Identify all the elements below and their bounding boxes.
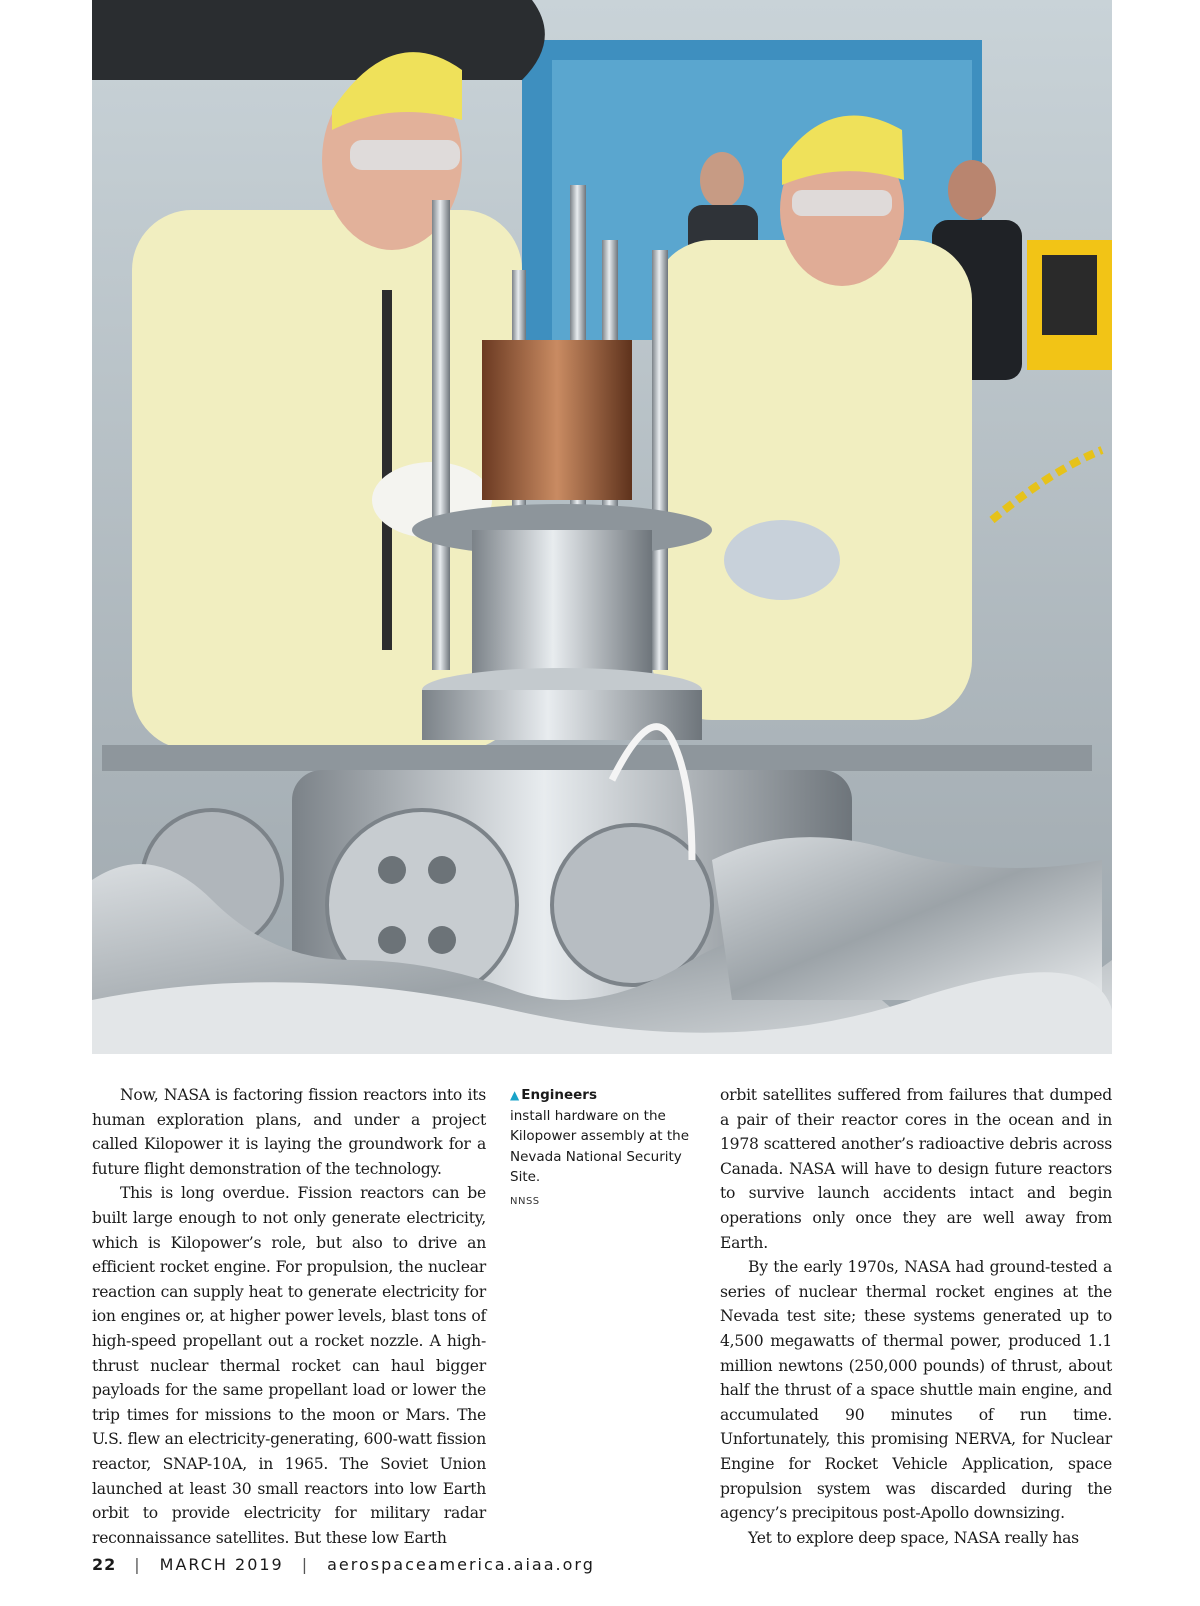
article-column-left (92, 1083, 486, 1550)
article-paragraph: By the early 1970s, NASA had ground-tested a series of nuclear thermal rocket engines at the Nevada test site; these systems generated up to 4,500 megawatts of thermal power, produced 1.1 million newtons (250,000 pounds) of thrust, about half the thrust of a space shuttle main engine, and accumulated 90 minutes of run time. Unfortunately, this promising NERVA, for Nuclear Engine for Rocket Vehicle Application, space propulsion system was discarded during the agency’s precipitous post-Apollo downsizing. (720, 1258, 1112, 1523)
caption-lead: Engineers (521, 1087, 597, 1103)
issue-date: MARCH 2019 (159, 1555, 284, 1574)
article-paragraph: Yet to explore deep space, NASA really has (748, 1528, 1079, 1547)
caption-triangle-icon: ▲ (510, 1088, 520, 1102)
article-paragraph: Now, NASA is factoring fission reactors into its human exploration plans, and under a project called Kilopower it is laying the groundwork for a future flight demonstration of the technology. (92, 1086, 486, 1178)
article-paragraph: This is long overdue. Fission reactors can be built large enough to not only generate electricity, which is Kilopower’s role, but also to drive an efficient rocket engine. For propulsion, the nuclear reaction can supply heat to generate electricity for ion engines or, at higher power levels, blast tons of high-speed propellant out a rocket nozzle. A high-thrust nuclear thermal rocket can haul bigger payloads for the same propellant load or lower the trip times for missions to the moon or Mars. The U.S. flew an electricity-generating, 600-watt fission reactor, SNAP-10A, in 1965. The Soviet Union launched at least 30 small reactors into low Earth orbit to provide electricity for military radar reconnaissance satellites. But these low Earth (92, 1184, 486, 1547)
article-paragraph: orbit satellites suffered from failures that dumped a pair of their reactor cores in the ocean and in 1978 scattered another’s radioactive debris across Canada. NASA will have to design future reactors to survive launch accidents intact and begin operations only once they are well away from Earth. (720, 1086, 1112, 1252)
footer-separator: | (301, 1555, 310, 1574)
photo-caption (510, 1085, 696, 1212)
photo-credit: NNSS (510, 1195, 540, 1207)
article-photo (92, 0, 1112, 1054)
footer-separator: | (134, 1555, 142, 1574)
caption-body: install hardware on the Kilopower assembly at the Nevada National Security Site. (510, 1107, 690, 1185)
page-number: 22 (92, 1555, 117, 1574)
website-url[interactable]: aerospaceamerica.aiaa.org (327, 1555, 595, 1574)
kilopower-photo-illustration (92, 0, 1112, 1054)
page-footer (92, 1555, 595, 1574)
article-column-right (720, 1083, 1112, 1550)
